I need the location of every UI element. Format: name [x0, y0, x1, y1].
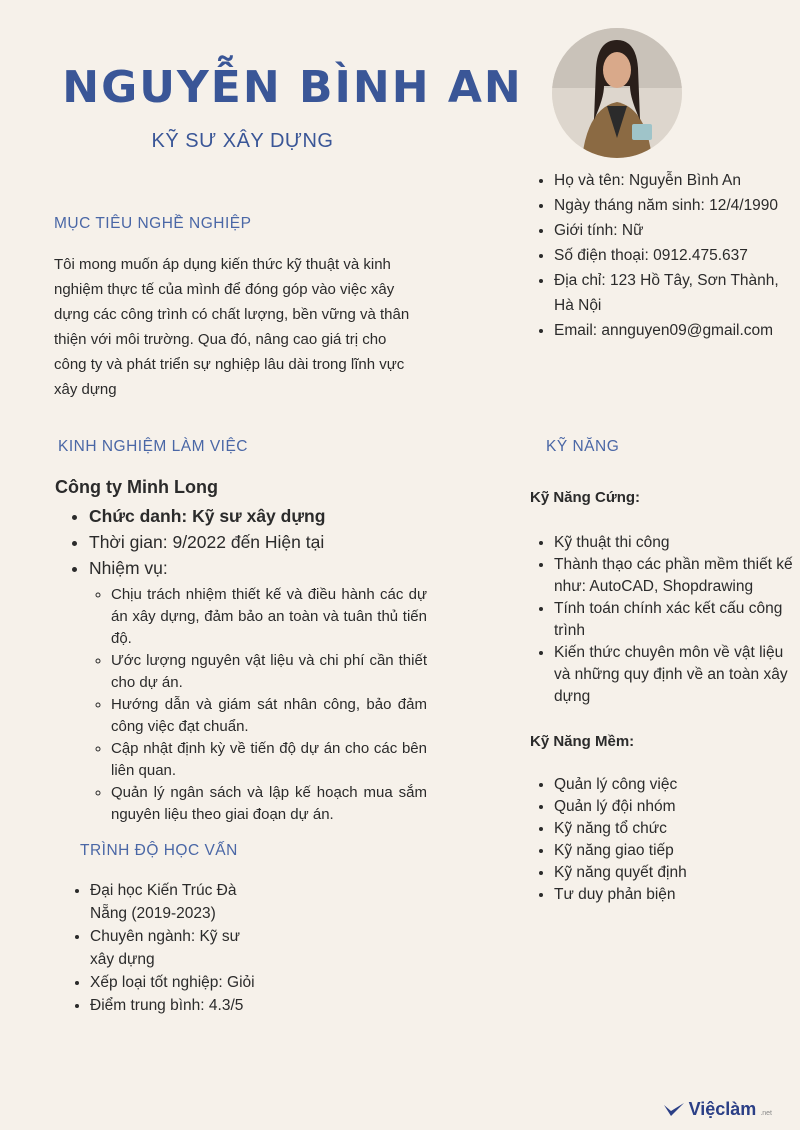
hard-skill-item: • Kiến thức chuyên môn về vật liệu và những quy định về an toàn xây dựng — [554, 642, 797, 708]
experience-title: KINH NGHIỆM LÀM VIỆC — [58, 438, 248, 455]
company-name: Công ty Minh Long — [55, 477, 218, 497]
hard-skills-title: Kỹ Năng Cứng: — [530, 489, 641, 506]
info-birthdate: • Ngày tháng năm sinh: 12/4/1990 — [554, 193, 797, 218]
avatar — [552, 28, 682, 158]
personal-info — [532, 168, 797, 343]
experience-time: • Thời gian: 9/2022 đến Hiện tại — [89, 529, 427, 555]
soft-skill-item: • Tư duy phản biện — [554, 884, 797, 906]
soft-skill-item: • Quản lý đội nhóm — [554, 796, 797, 818]
experience-position: • Chức danh: Kỹ sư xây dựng — [89, 503, 427, 529]
duty-item: ◦ Chịu trách nhiệm thiết kế và điều hành các dự án xây dựng, đảm bảo an toàn và tuân thủ tiến độ. — [111, 584, 427, 650]
education-item: • Điểm trung bình: 4.3/5 — [90, 994, 268, 1017]
education-title: TRÌNH ĐỘ HỌC VẤN — [80, 842, 238, 859]
duty-item: ◦ Hướng dẫn và giám sát nhân công, bảo đảm công việc đạt chuẩn. — [111, 694, 427, 738]
education-item: • Đại học Kiến Trúc Đà Nẵng (2019-2023) — [90, 879, 268, 925]
brand-check-icon — [663, 1102, 685, 1118]
soft-skill-item: • Kỹ năng quyết định — [554, 862, 797, 884]
soft-skills-title: Kỹ Năng Mềm: — [530, 733, 635, 750]
soft-skill-item: • Kỹ năng tổ chức — [554, 818, 797, 840]
hard-skill-item: • Tính toán chính xác kết cấu công trình — [554, 598, 797, 642]
experience-duties — [89, 555, 427, 826]
info-email: • Email: annguyen09@gmail.com — [554, 318, 797, 343]
duty-item: ◦ Quản lý ngân sách và lập kế hoạch mua sắm nguyên liệu theo giai đoạn dự án. — [111, 782, 427, 826]
objective-title: MỤC TIÊU NGHỀ NGHIỆP — [54, 215, 252, 232]
duties-label: Nhiệm vụ: — [89, 558, 168, 578]
education-item: • Chuyên ngành: Kỹ sư xây dựng — [90, 925, 268, 971]
objective-text: Tôi mong muốn áp dụng kiến thức kỹ thuật và kinh nghiệm thực tế của mình để đóng góp vào việc xây dựng các công trình có chất lượng, bền vững và thân thiện với môi trường. Qua đó, nâng cao giá trị cho công ty và phát triển sự nghiệp lâu dài trong lĩnh vực xây dựng — [54, 256, 410, 398]
info-full-name: • Họ và tên: Nguyễn Bình An — [554, 168, 797, 193]
job-title: KỸ SƯ XÂY DỰNG — [151, 130, 334, 152]
profile-photo — [552, 28, 682, 158]
education-item: • Xếp loại tốt nghiệp: Giỏi — [90, 971, 268, 994]
hard-skill-item: • Kỹ thuật thi công — [554, 532, 797, 554]
soft-skill-item: • Kỹ năng giao tiếp — [554, 840, 797, 862]
brand-name: Việclàm — [688, 1099, 757, 1119]
education-list — [68, 879, 268, 1017]
duty-item: ◦ Cập nhật định kỳ về tiến độ dự án cho các bên liên quan. — [111, 738, 427, 782]
hard-skill-item: • Thành thạo các phần mềm thiết kế như: AutoCAD, Shopdrawing — [554, 554, 797, 598]
duties-list — [89, 584, 427, 826]
info-gender: • Giới tính: Nữ — [554, 218, 797, 243]
duty-item: ◦ Ước lượng nguyên vật liệu và chi phí cần thiết cho dự án. — [111, 650, 427, 694]
brand-suffix: .net — [760, 1110, 772, 1117]
experience-details — [67, 503, 427, 826]
info-address: • Địa chỉ: 123 Hồ Tây, Sơn Thành, Hà Nội — [554, 268, 797, 318]
candidate-name: NGUYỄN BÌNH AN — [62, 62, 523, 113]
soft-skill-item: • Quản lý công việc — [554, 774, 797, 796]
brand-logo — [663, 1099, 772, 1120]
info-phone: • Số điện thoại: 0912.475.637 — [554, 243, 797, 268]
soft-skills-list — [532, 774, 797, 906]
skills-title: KỸ NĂNG — [546, 438, 620, 455]
hard-skills-list — [532, 532, 797, 708]
